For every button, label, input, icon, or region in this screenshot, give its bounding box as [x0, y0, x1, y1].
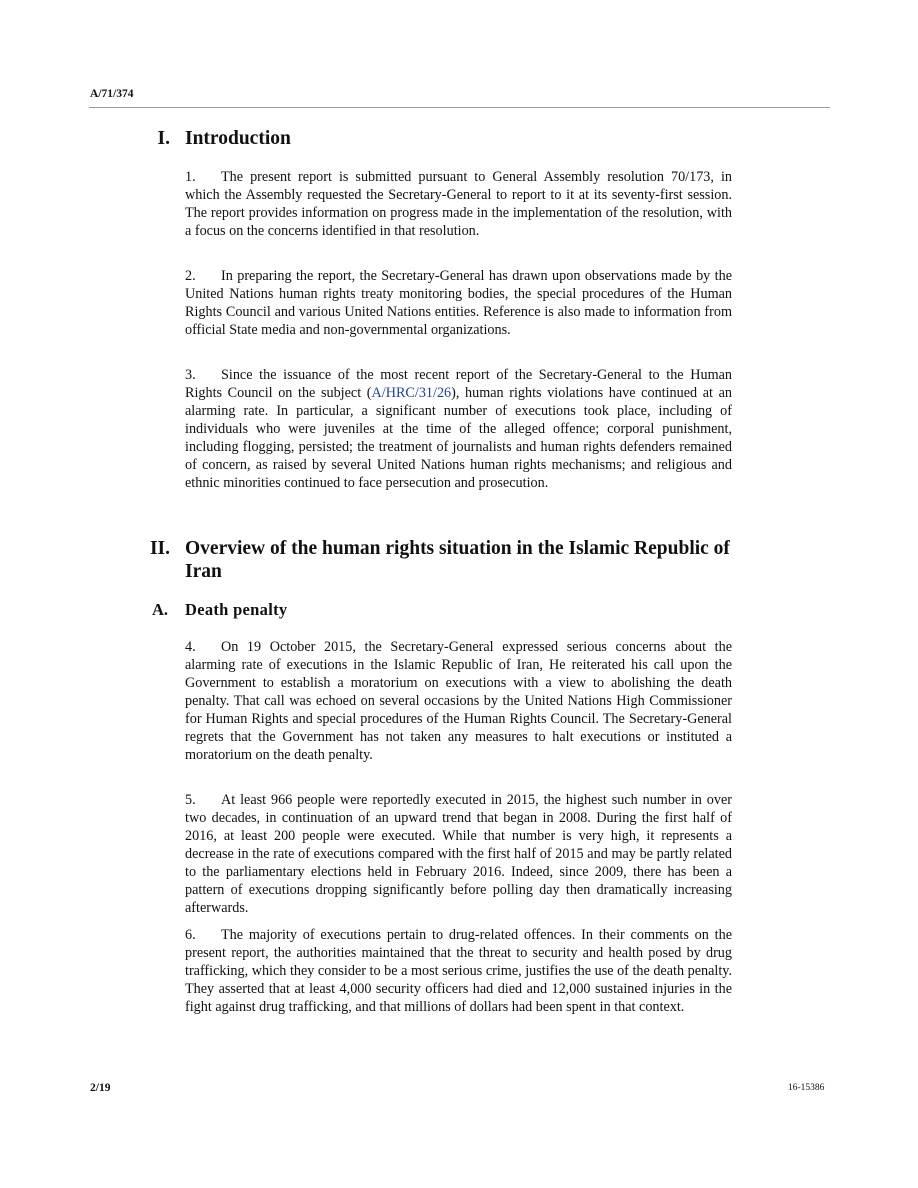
document-symbol: A/71/374: [90, 88, 134, 100]
section-number: II.: [149, 538, 170, 559]
paragraph-number: 6.: [185, 927, 196, 943]
paragraph-6: [185, 926, 732, 1016]
section-title: Introduction: [185, 128, 291, 149]
paragraph-5: [185, 791, 732, 917]
paragraph-number: 2.: [185, 268, 196, 284]
subsection-number: A.: [151, 600, 168, 619]
paragraph-1: [185, 168, 732, 240]
paragraph-text: At least 966 people were reportedly executed in 2015, the highest such number in over two decades, in continuation of an upward trend that began in 2008. During the first half of 2016, at least 200 people were executed. While that number is very high, it represents a decrease in the rate of executions compared with the first half of 2015 and may be partly related to the parliamentary elections held in February 2016. Indeed, since 2009, there has been a pattern of executions dropping significantly before polling day then dramatically increasing afterwards.: [185, 792, 732, 916]
paragraph-3: [185, 366, 732, 492]
section-title: Overview of the human rights situation in the Islamic Republic of Iran: [185, 538, 730, 582]
header-rule: [89, 107, 830, 108]
subsection-title: Death penalty: [185, 600, 288, 619]
page-number: 2/19: [90, 1082, 111, 1094]
paragraph-text: On 19 October 2015, the Secretary-General expressed serious concerns about the alarming rate of executions in the Islamic Republic of Iran, He reiterated his call upon the Government to establish a moratorium on executions with a view to abolishing the death penalty. That call was echoed on several occasions by the United Nations High Commissioner for Human Rights and special procedures of the Human Rights Council. The Secretary-General regrets that the Government has not taken any measures to halt executions or instituted a moratorium on the death penalty.: [185, 639, 732, 763]
paragraph-number: 3.: [185, 367, 196, 383]
paragraph-text-after: ), human rights violations have continued at an alarming rate. In particular, a significant number of executions took place, including of individuals who were juveniles at the time of the alleged offence; corporal punishment, including flogging, persisted; the treatment of journalists and human rights defenders remained of concern, as raised by several United Nations human rights mechanisms; and religious and ethnic minorities continued to face persecution and prosecution.: [185, 385, 732, 491]
paragraph-number: 1.: [185, 169, 196, 185]
paragraph-text: The present report is submitted pursuant to General Assembly resolution 70/173, in which the Assembly requested the Secretary-General to report to it at its seventy-first session. The report provides information on progress made in the implementation of the resolution, with a focus on the concerns identified in that resolution.: [185, 169, 732, 239]
job-number: 16-15386: [788, 1083, 825, 1093]
paragraph-4: [185, 638, 732, 764]
paragraph-number: 4.: [185, 639, 196, 655]
paragraph-text: The majority of executions pertain to drug-related offences. In their comments on the present report, the authorities maintained that the threat to security and health posed by drug trafficking, which they consider to be a most serious crime, justifies the use of the death penalty. They asserted that at least 4,000 security officers had died and 12,000 sustained injuries in the fight against drug trafficking, and that millions of dollars had been spent in that context.: [185, 927, 732, 1015]
paragraph-text: In preparing the report, the Secretary-General has drawn upon observations made by the United Nations human rights treaty monitoring bodies, the special procedures of the Human Rights Council and various United Nations entities. Reference is also made to information from official State media and non-governmental organizations.: [185, 268, 732, 338]
document-link[interactable]: A/HRC/31/26: [371, 385, 452, 401]
paragraph-2: [185, 267, 732, 339]
paragraph-number: 5.: [185, 792, 196, 808]
section-number: I.: [157, 128, 170, 149]
paragraph-text-before: Since the issuance of the most recent report of the Secretary-General to the Human Rights Council on the subject (: [185, 367, 732, 401]
